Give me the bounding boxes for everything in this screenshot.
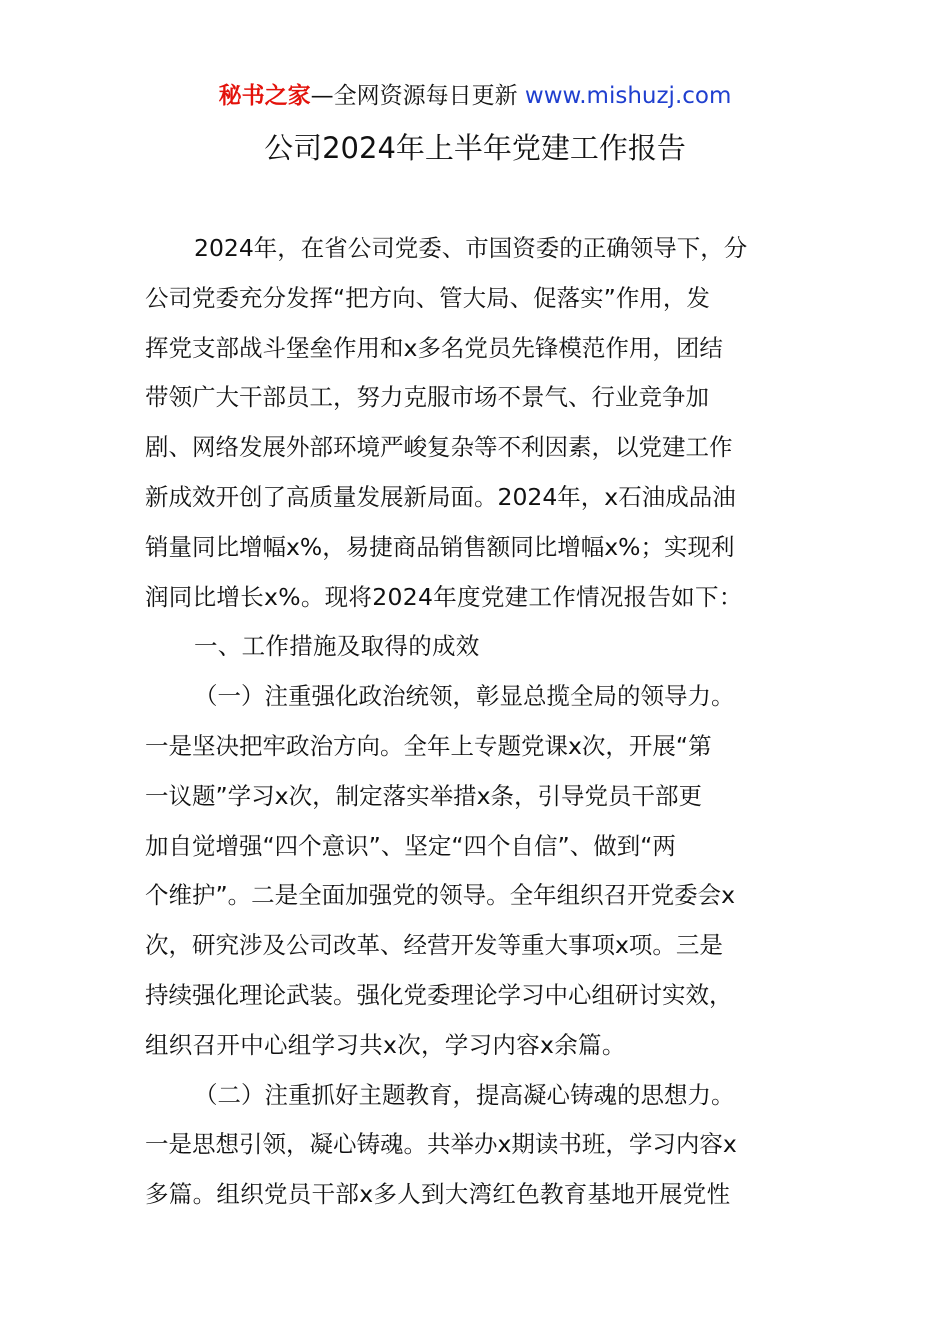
body-line: 润同比增长x%。现将2024年度党建工作情况报告如下： xyxy=(145,582,743,611)
body-line: 组织召开中心组学习共x次，学习内容x余篇。 xyxy=(145,1030,626,1059)
body-line: 一议题”学习x次，制定落实举措x条，引导党员干部更 xyxy=(145,781,702,810)
body-line: 挥党支部战斗堡垒作用和x多名党员先锋模范作用，团结 xyxy=(145,333,723,362)
document-title: 公司2024年上半年党建工作报告 xyxy=(264,131,686,165)
body-line: 销量同比增幅x%，易捷商品销售额同比增幅x%；实现利 xyxy=(145,532,735,561)
body-line: 一是坚决把牢政治方向。全年上专题党课x次，开展“第 xyxy=(145,731,712,760)
site-url[interactable]: www.mishuzj.com xyxy=(524,83,732,109)
body-line: （一）注重强化政治统领，彰显总揽全局的领导力。 xyxy=(194,682,735,711)
body-line: 新成效开创了高质量发展新局面。2024年，x石油成品油 xyxy=(145,482,736,511)
body-line: 次，研究涉及公司改革、经营开发等重大事项x项。三是 xyxy=(145,931,723,960)
body-line: 一、工作措施及取得的成效 xyxy=(194,632,480,661)
site-tagline: —全网资源每日更新 xyxy=(310,83,525,109)
body-line: 持续强化理论武装。强化党委理论学习中心组研讨实效， xyxy=(145,980,733,1009)
body-line: 加自觉增强“四个意识”、坚定“四个自信”、做到“两 xyxy=(145,831,676,860)
body-line: 2024年，在省公司党委、市国资委的正确领导下，分 xyxy=(194,234,748,262)
site-header xyxy=(0,80,950,112)
body-line: 一是思想引领，凝心铸魂。共举办x期读书班，学习内容x xyxy=(145,1130,737,1159)
body-line: 公司党委充分发挥“把方向、管大局、促落实”作用，发 xyxy=(145,283,710,312)
body-line: （二）注重抓好主题教育，提高凝心铸魂的思想力。 xyxy=(194,1080,735,1109)
body-line: 个维护”。二是全面加强党的领导。全年组织召开党委会x xyxy=(145,881,736,910)
document-body xyxy=(145,224,810,1220)
body-line: 带领广大干部员工，努力克服市场不景气、行业竞争加 xyxy=(145,383,709,412)
body-line: 剧、网络发展外部环境严峻复杂等不利因素，以党建工作 xyxy=(145,433,733,462)
site-brand: 秘书之家 xyxy=(218,83,311,109)
body-line: 多篇。组织党员干部x多人到大湾红色教育基地开展党性 xyxy=(145,1180,731,1209)
